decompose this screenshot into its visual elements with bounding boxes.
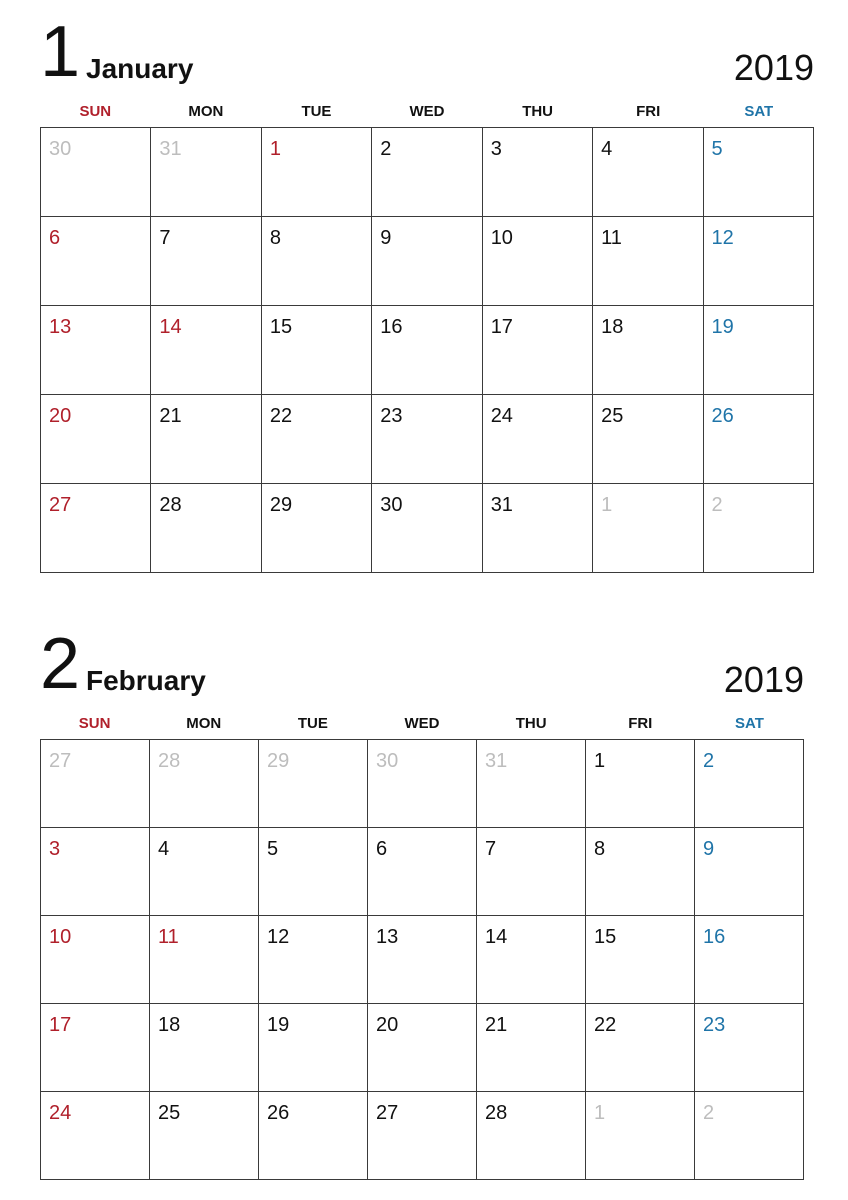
day-cell: 31: [482, 484, 592, 573]
day-cell: 3: [41, 828, 150, 916]
week-row: [41, 306, 814, 395]
day-cell: 25: [593, 395, 703, 484]
day-cell: 14: [477, 916, 586, 1004]
day-cell: 30: [372, 484, 482, 573]
day-cell: 29: [259, 740, 368, 828]
weekday-fri: FRI: [628, 715, 653, 732]
day-cell: 31: [151, 128, 261, 217]
weekday-sun: SUN: [79, 103, 112, 120]
day-cell: 27: [41, 484, 151, 573]
day-cell: 20: [368, 1004, 477, 1092]
day-cell: 19: [703, 306, 813, 395]
day-cell: 16: [695, 916, 804, 1004]
day-cell: 16: [372, 306, 482, 395]
weekday-tue: TUE: [301, 103, 332, 120]
day-cell: 18: [593, 306, 703, 395]
year-label: 2019: [723, 659, 804, 700]
week-row: [41, 1004, 804, 1092]
week-row: [41, 484, 814, 573]
weekday-wed: WED: [409, 103, 445, 120]
day-cell: 1: [593, 484, 703, 573]
day-cell: 2: [703, 484, 813, 573]
day-cell: 3: [482, 128, 592, 217]
week-row: [41, 828, 804, 916]
weekday-sun: SUN: [78, 715, 111, 732]
day-cell: 24: [482, 395, 592, 484]
weekday-fri: FRI: [636, 103, 661, 120]
day-cell: 14: [151, 306, 261, 395]
day-cell: 11: [150, 916, 259, 1004]
day-cell: 8: [261, 217, 371, 306]
day-cell: 7: [151, 217, 261, 306]
weekday-thu: THU: [515, 715, 547, 732]
day-cell: 23: [372, 395, 482, 484]
day-cell: 2: [695, 740, 804, 828]
day-cell: 10: [482, 217, 592, 306]
day-cell: 28: [477, 1092, 586, 1180]
day-cell: 1: [586, 1092, 695, 1180]
year-label: 2019: [733, 47, 814, 88]
day-cell: 27: [368, 1092, 477, 1180]
weekday-header-row: [40, 103, 814, 127]
day-cell: 28: [151, 484, 261, 573]
day-cell: 8: [586, 828, 695, 916]
weekday-mon: MON: [186, 715, 222, 732]
week-row: [41, 217, 814, 306]
week-row: [41, 740, 804, 828]
weekday-thu: THU: [522, 103, 554, 120]
day-cell: 24: [41, 1092, 150, 1180]
day-cell: 1: [261, 128, 371, 217]
week-row: [41, 128, 814, 217]
day-cell: 2: [372, 128, 482, 217]
week-row: [41, 1092, 804, 1180]
day-cell: 13: [368, 916, 477, 1004]
weekday-tue: TUE: [297, 715, 328, 732]
day-cell: 25: [150, 1092, 259, 1180]
day-cell: 30: [41, 128, 151, 217]
day-cell: 11: [593, 217, 703, 306]
weekday-sat: SAT: [734, 715, 764, 732]
day-cell: 26: [703, 395, 813, 484]
day-cell: 10: [41, 916, 150, 1004]
day-cell: 5: [703, 128, 813, 217]
month-name: January: [86, 53, 194, 84]
day-cell: 5: [259, 828, 368, 916]
day-cell: 2: [695, 1092, 804, 1180]
day-cell: 19: [259, 1004, 368, 1092]
month-january: [40, 8, 814, 573]
week-row: [41, 395, 814, 484]
day-cell: 28: [150, 740, 259, 828]
day-cell: 9: [372, 217, 482, 306]
day-cell: 6: [41, 217, 151, 306]
month-number: 2: [40, 624, 81, 704]
day-cell: 20: [41, 395, 151, 484]
day-cell: 9: [695, 828, 804, 916]
month-header: [40, 8, 814, 103]
day-cell: 6: [368, 828, 477, 916]
calendar-grid: [40, 127, 814, 573]
month-number: 1: [40, 12, 81, 92]
day-cell: 1: [586, 740, 695, 828]
month-header: [40, 620, 804, 715]
day-cell: 4: [150, 828, 259, 916]
day-cell: 29: [261, 484, 371, 573]
weekday-wed: WED: [404, 715, 440, 732]
week-row: [41, 916, 804, 1004]
day-cell: 15: [586, 916, 695, 1004]
weekday-mon: MON: [188, 103, 224, 120]
day-cell: 23: [695, 1004, 804, 1092]
day-cell: 18: [150, 1004, 259, 1092]
day-cell: 15: [261, 306, 371, 395]
day-cell: 26: [259, 1092, 368, 1180]
month-february: [40, 620, 804, 1180]
day-cell: 17: [41, 1004, 150, 1092]
day-cell: 30: [368, 740, 477, 828]
day-cell: 12: [703, 217, 813, 306]
weekday-sat: SAT: [744, 103, 774, 120]
day-cell: 21: [151, 395, 261, 484]
day-cell: 13: [41, 306, 151, 395]
day-cell: 21: [477, 1004, 586, 1092]
day-cell: 17: [482, 306, 592, 395]
day-cell: 7: [477, 828, 586, 916]
day-cell: 12: [259, 916, 368, 1004]
weekday-header-row: [40, 715, 804, 739]
month-name: February: [86, 665, 206, 696]
day-cell: 27: [41, 740, 150, 828]
day-cell: 22: [261, 395, 371, 484]
day-cell: 22: [586, 1004, 695, 1092]
day-cell: 31: [477, 740, 586, 828]
day-cell: 4: [593, 128, 703, 217]
calendar-grid: [40, 739, 804, 1180]
